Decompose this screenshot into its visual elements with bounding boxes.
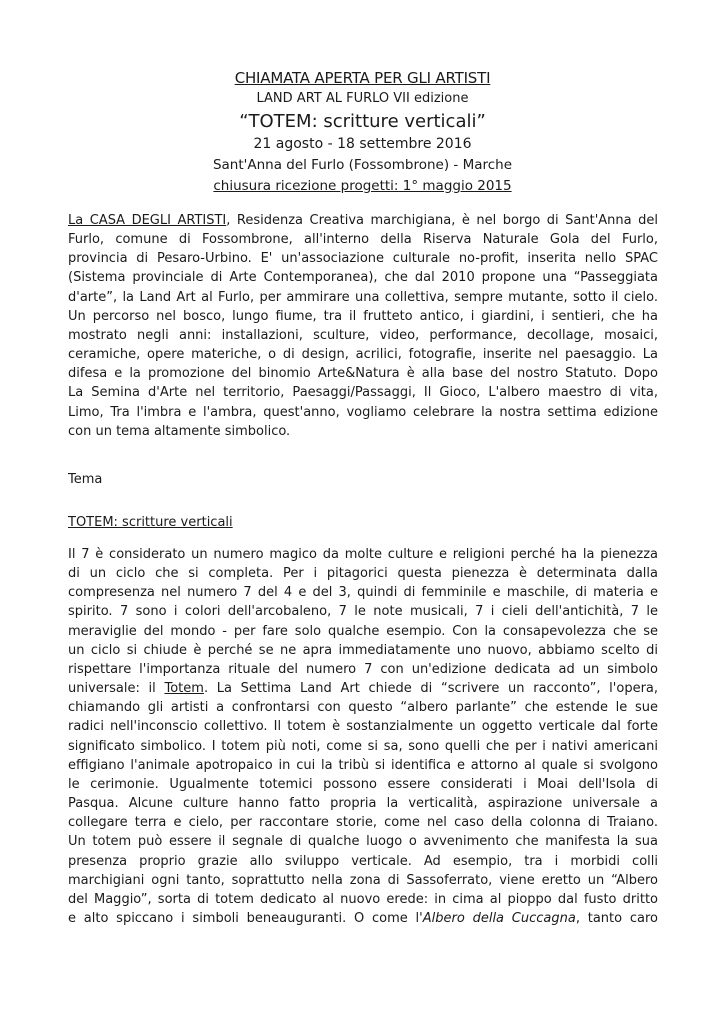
text-line: Un totem può essere il segnale di qualche luogo o avvenimento che manifesta la sua xyxy=(68,834,658,850)
theme-title: “TOTEM: scritture verticali” xyxy=(239,111,486,132)
text-line: difesa e la promozione del binomio Arte&Natura è alla base del nostro Statuto. Dopo xyxy=(68,366,658,382)
totem-line: universale: il Totem. La Settima Land Art chiede di “scrivere un racconto”, l'opera, xyxy=(68,681,659,697)
edition-line: LAND ART AL FURLO VII edizione xyxy=(256,91,469,106)
text-line: un ciclo si chiude è perché se ne apra immediatamente uno nuovo, abbiamo scelto di xyxy=(68,642,658,658)
text-line: con un tema altamente simbolico. xyxy=(68,423,291,439)
text-line: marchigiani ogni tanto, soprattutto nella zona di Sassoferrato, viene eretto un “Albero xyxy=(68,872,658,888)
text-line: di un ciclo che si completa. Per i pitagorici questa pienezza è determinata dalla xyxy=(68,566,658,582)
intro-first-line: La CASA DEGLI ARTISTI, Residenza Creativa marchigiana, è nel borgo di Sant'Anna del xyxy=(68,213,659,228)
text-line: ceramiche, opere materiche, o di design, acrilici, fotografie, inserite nel paesaggio. La xyxy=(68,347,658,363)
text-line: le cerimonie. Ugualmente totemici possono essere considerati i Moai dell'Isola di xyxy=(68,776,658,792)
text-line: spirito. 7 sono i colori dell'arcobaleno, 7 le note musicali, 7 i cieli dell'antichità, 7 le xyxy=(68,604,658,620)
text-line: d'arte”, la Land Art al Furlo, per ammirare una collettiva, sempre mutante, sotto il cielo. xyxy=(68,289,658,305)
text-line: Pasqua. Alcune culture hanno fatto propria la verticalità, aspirazione universale a xyxy=(68,796,658,812)
totem-word: Totem xyxy=(164,681,204,697)
text-line: del Maggio”, sorta di totem dedicato al nuovo erede: in cima al pioppo dal fusto dritto xyxy=(68,891,658,907)
text-line: effigiano l'animale apotropaico in cui la tribù si identifica e attorno al quale si svolgono xyxy=(68,757,658,773)
text-line: significato simbolico. I totem più noti, come si sa, sono quelli che per i nativi americani xyxy=(68,738,658,754)
document-header xyxy=(0,67,725,197)
section-label: Tema xyxy=(68,472,103,487)
text-line: Il 7 è considerato un numero magico da molte culture e religioni perché ha la pienezza xyxy=(68,547,658,562)
text-line: rispettare l'importanza rituale del numero 7 con un'edizione dedicata ad un simbolo xyxy=(68,661,658,677)
body-paragraph xyxy=(68,545,658,928)
text-line: (Sistema provinciale di Arte Contemporanea), che dal 2010 propone una “Passeggiata xyxy=(68,270,658,286)
text-line: Limo, Tra l'imbra e l'ambra, quest'anno, vogliamo celebrare la nostra settima edizione xyxy=(68,404,658,420)
text-line: radici nell'inconscio collettivo. Il totem è sostanzialmente un oggetto verticale dal forte xyxy=(68,719,658,735)
text-line: provincia di Pesaro-Urbino. E' un'associazione culturale no-profit, inserita nello SPAC xyxy=(68,251,658,267)
organization-name: La CASA DEGLI ARTISTI xyxy=(68,213,227,228)
theme-heading: TOTEM: scritture verticali xyxy=(68,515,233,530)
submission-deadline: chiusura ricezione progetti: 1° maggio 2015 xyxy=(213,178,512,194)
intro-paragraph xyxy=(68,211,658,441)
call-title: CHIAMATA APERTA PER GLI ARTISTI xyxy=(234,69,491,87)
text-line: Furlo, comune di Fossombrone, all'interno della Riserva Naturale Gola del Furlo, xyxy=(68,232,658,248)
last-line: e alto spiccano i simboli beneauguranti. O come l'Albero della Cuccagna, tanto caro xyxy=(68,910,658,926)
text-line: mostrato negli anni: installazioni, sculture, video, performance, decollage, mosaici, xyxy=(68,327,658,343)
text-line: meraviglie del mondo - per fare solo qualche esempio. Con la consapevolezza che se xyxy=(68,623,658,639)
text-line: Un percorso nel bosco, lungo fiume, tra il frutteto antico, i giardini, i sentieri, che ha xyxy=(68,308,658,324)
italic-title: Albero della Cuccagna xyxy=(422,910,576,926)
text-line: collegare terra e cielo, per raccontare storie, come nel caso della colonna di Traiano. xyxy=(68,815,658,831)
text-line: chiamando gli artisti a confrontarsi con questo “albero parlante” che estende le sue xyxy=(68,700,658,716)
text-line: La Semina d'Arte nel territorio, Paesaggi/Passaggi, Il Gioco, L'albero maestro di vita, xyxy=(68,385,658,401)
text-line: presenza proprio grazie allo sviluppo verticale. Ad esempio, tra i morbidi colli xyxy=(68,853,658,869)
event-dates: 21 agosto - 18 settembre 2016 xyxy=(253,136,472,152)
text-line: compresenza nel numero 7 del 4 e del 3, quindi di femminile e maschile, di materia e xyxy=(68,585,658,601)
event-location: Sant'Anna del Furlo (Fossombrone) - Marche xyxy=(212,157,513,173)
